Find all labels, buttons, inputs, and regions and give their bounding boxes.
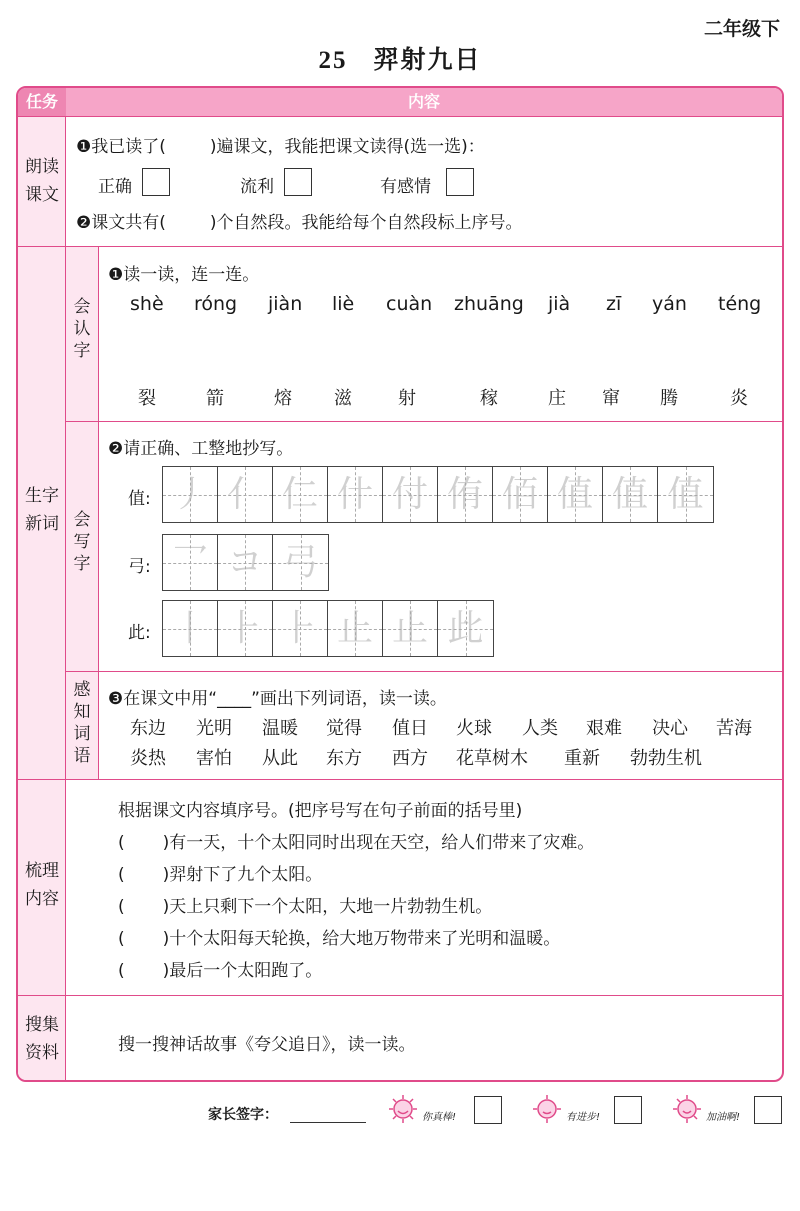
- char-2: 熔: [274, 388, 292, 409]
- pinyin-0: shè: [130, 293, 164, 315]
- sticker-label-great: 你真棒!: [422, 1112, 457, 1123]
- trace-cell[interactable]: 此: [438, 601, 493, 656]
- collect-side: [18, 995, 66, 1082]
- trace-cell[interactable]: ⺊: [273, 601, 328, 656]
- signature-line[interactable]: [290, 1122, 366, 1123]
- new-words-label: 生字新词: [25, 486, 59, 534]
- recognize-instruction: ❶读一读，连一连。: [108, 265, 260, 285]
- pinyin-2: jiàn: [268, 293, 303, 315]
- char-3: 滋: [334, 388, 352, 409]
- trace-cell[interactable]: 止: [383, 601, 438, 656]
- sort-item-2: ( )天上只剩下一个太阳，大地一片勃勃生机。: [118, 897, 493, 917]
- char-5: 稼: [480, 388, 498, 409]
- write-char-label-0: 值:: [128, 489, 151, 509]
- sticker-checkbox-progress[interactable]: [614, 1096, 642, 1124]
- char-9: 炎: [730, 388, 748, 409]
- reading-item-1: ❶我已读了( )遍课文，我能把课文读得(选一选)：: [76, 137, 485, 157]
- char-1: 箭: [206, 388, 224, 409]
- trace-cell[interactable]: 仁: [273, 467, 328, 522]
- trace-cell[interactable]: 佰: [493, 467, 548, 522]
- word-row-2-1: 害怕: [196, 748, 232, 769]
- write-label: 会写字: [73, 510, 91, 574]
- trace-cell[interactable]: 值: [548, 467, 603, 522]
- sort-item-3: ( )十个太阳每天轮换，给大地万物带来了光明和温暖。: [118, 929, 561, 949]
- footer: [0, 1094, 800, 1130]
- lesson-number: 25: [318, 47, 348, 74]
- write-char-label-1: 弓:: [128, 557, 151, 577]
- write-instruction: ❷请正确、工整地抄写。: [108, 439, 294, 459]
- word-row-1-9: 苦海: [716, 718, 752, 739]
- collect-label: 搜集资料: [25, 1015, 59, 1063]
- reading-label: 朗读课文: [25, 157, 59, 205]
- sun-smile-icon: [388, 1094, 418, 1124]
- sticker-label-progress: 有进步!: [566, 1112, 601, 1123]
- sticker-label-keep-going: 加油啊!: [706, 1112, 741, 1123]
- word-row-2-2: 从此: [262, 748, 298, 769]
- sort-side: [18, 779, 66, 995]
- word-row-2-6: 重新: [564, 748, 600, 769]
- worksheet-table: [16, 86, 784, 1082]
- pinyin-5: zhuāng: [454, 293, 524, 315]
- sun-cheer-icon: [672, 1094, 702, 1124]
- trace-cell[interactable]: 止: [328, 601, 383, 656]
- table-header: [18, 88, 782, 117]
- word-row-1-2: 温暖: [262, 718, 298, 739]
- option-fluent-checkbox[interactable]: [284, 168, 312, 196]
- trace-cell[interactable]: 丨: [163, 601, 218, 656]
- trace-cell[interactable]: 亻: [218, 467, 273, 522]
- word-row-2-0: 炎热: [130, 748, 166, 769]
- task-column-header: 任务: [18, 88, 66, 116]
- perceive-instruction: ❸在课文中用“____”画出下列词语，读一读。: [108, 689, 447, 709]
- trace-cell[interactable]: ⺊: [218, 601, 273, 656]
- reading-side: [18, 117, 66, 246]
- sticker-checkbox-great[interactable]: [474, 1096, 502, 1124]
- sort-item-4: ( )最后一个太阳跑了。: [118, 961, 323, 981]
- word-row-1-0: 东边: [130, 718, 166, 739]
- trace-cell[interactable]: 付: [383, 467, 438, 522]
- trace-cell[interactable]: 侑: [438, 467, 493, 522]
- pinyin-7: zī: [606, 293, 622, 315]
- trace-cell[interactable]: 丿: [163, 467, 218, 522]
- collect-text: 搜一搜神话故事《夸父追日》，读一读。: [118, 1035, 416, 1055]
- sticker-checkbox-keep-going[interactable]: [754, 1096, 782, 1124]
- write-side: [66, 421, 99, 671]
- trace-cell[interactable]: 值: [603, 467, 658, 522]
- trace-cell[interactable]: 什: [328, 467, 383, 522]
- sort-item-1: ( )羿射下了九个太阳。: [118, 865, 323, 885]
- new-words-side: [18, 246, 66, 779]
- recognize-side: [66, 246, 99, 421]
- sort-item-0: ( )有一天，十个太阳同时出现在天空，给人们带来了灾难。: [118, 833, 595, 853]
- pinyin-6: jià: [548, 293, 571, 315]
- word-row-2-3: 东方: [326, 748, 362, 769]
- writing-grid-0[interactable]: [162, 466, 714, 523]
- word-row-1-4: 值日: [392, 718, 428, 739]
- trace-cell[interactable]: 乛: [163, 535, 218, 590]
- perceive-label: 感知词语: [73, 680, 91, 766]
- recognize-label: 会认字: [73, 297, 91, 361]
- char-6: 庄: [548, 388, 566, 409]
- pinyin-1: róng: [194, 293, 238, 315]
- char-7: 窜: [602, 388, 620, 409]
- parent-signature-label: 家长签字：: [208, 1107, 278, 1123]
- word-row-1-6: 人类: [522, 718, 558, 739]
- pinyin-3: liè: [332, 293, 355, 315]
- grade-label: 二年级下: [703, 18, 780, 40]
- option-expressive-checkbox[interactable]: [446, 168, 474, 196]
- char-8: 腾: [660, 388, 678, 409]
- page-title: [0, 40, 800, 76]
- char-4: 射: [398, 388, 416, 409]
- word-row-1-3: 觉得: [326, 718, 362, 739]
- trace-cell[interactable]: 值: [658, 467, 713, 522]
- perceive-side: [66, 671, 99, 779]
- reading-item-2: ❷课文共有( )个自然段。我能给每个自然段标上序号。: [76, 213, 523, 233]
- sort-label: 梳理内容: [25, 861, 59, 909]
- pinyin-8: yán: [652, 293, 687, 315]
- write-char-label-2: 此:: [128, 623, 151, 643]
- writing-grid-2[interactable]: [162, 600, 494, 657]
- trace-cell[interactable]: 弓: [273, 535, 328, 590]
- sort-instruction: 根据课文内容填序号。(把序号写在句子前面的括号里): [118, 801, 523, 821]
- writing-grid-1[interactable]: [162, 534, 329, 591]
- word-row-2-4: 西方: [392, 748, 428, 769]
- word-row-1-5: 火球: [456, 718, 492, 739]
- trace-cell[interactable]: コ: [218, 535, 273, 590]
- char-0: 裂: [138, 388, 156, 409]
- word-row-1-1: 光明: [196, 718, 232, 739]
- content-column-header: 内容: [407, 92, 440, 111]
- sun-smile-icon: [532, 1094, 562, 1124]
- pinyin-9: téng: [718, 293, 762, 315]
- option-expressive: 有感情: [380, 177, 431, 197]
- pinyin-4: cuàn: [386, 293, 433, 315]
- word-row-1-7: 艰难: [586, 718, 622, 739]
- word-row-2-5: 花草树木: [456, 748, 528, 769]
- lesson-title: 羿射九日: [373, 45, 482, 74]
- option-fluent: 流利: [240, 177, 274, 197]
- option-correct-checkbox[interactable]: [142, 168, 170, 196]
- option-correct: 正确: [98, 177, 132, 197]
- word-row-1-8: 决心: [652, 718, 688, 739]
- word-row-2-7: 勃勃生机: [630, 748, 702, 769]
